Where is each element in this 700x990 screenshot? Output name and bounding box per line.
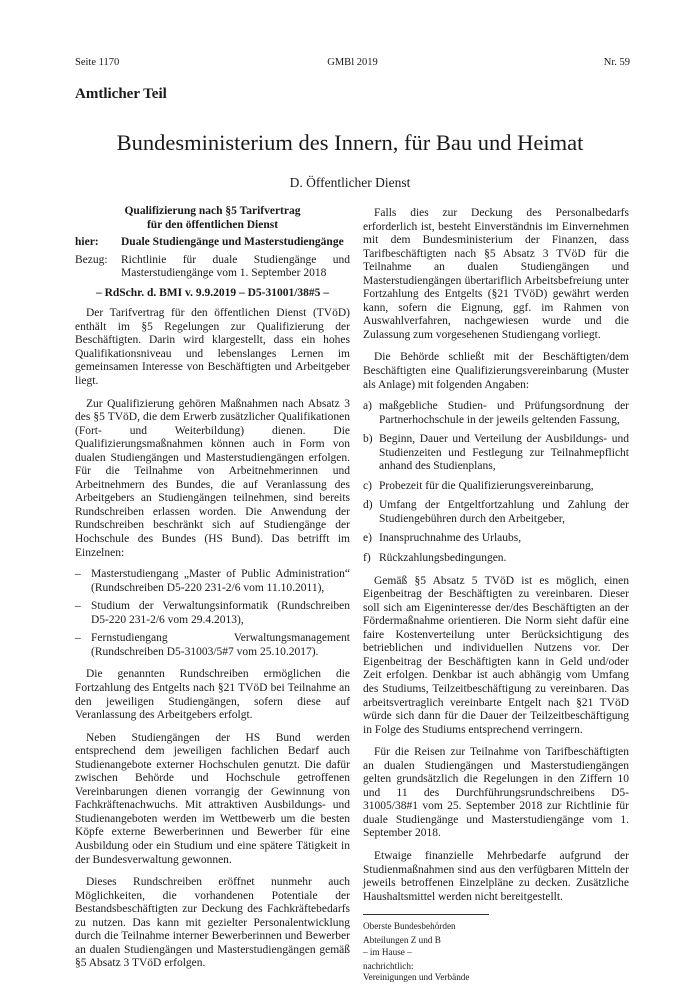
list-marker: d) (363, 499, 373, 512)
list-item (363, 480, 629, 494)
distribution-line: – im Hause – (363, 946, 412, 957)
distribution-line: nachrichtlich: (363, 960, 414, 971)
dash-item (75, 632, 350, 659)
dash-item-text: Masterstudiengang „Master of Public Administration“ (Rundschreiben D5-220 231-2/6 vom 11.10.2011), (91, 568, 350, 594)
paragraph: Falls dies zur Deckung des Personalbedarfs erforderlich ist, besteht Einverständnis im Einvernehmen mit dem Bundesministerium der Finanzen, dass Tarifbeschäftigten nach §5 Absatz 3 TVöD für die Teilnahme an dualen Studiengängen und Masterstudiengängen übertariflich Arbeitsbefreiung unter Fortzahlung des Entgelts (§21 TVöD) gewährt werden kann, sofern die Eignung, ggf. im Rahmen von Auswahlverfahren, nachgewiesen wurde und die Zulassung zum vorgesehenen Studiengang vorliegt. (363, 207, 629, 341)
journal-title: GMBl 2019 (327, 57, 378, 68)
list-marker: c) (363, 479, 372, 492)
paragraph: Dieses Rundschreiben eröffnet nunmehr auch Möglichkeiten, die vorhandenen Potentiale der Bestandsbeschäftigten zur Deckung des Fachkräftebedarfs zu nutzen. Das kann mit gezielter Personalentwicklung durch die Teilnahme interner Bewerberinnen und Bewerber an dualen Studiengängen und Masterstudiengängen gemäß §5 Absatz 3 TVöD erfolgen. (75, 876, 350, 970)
paragraph: Die genannten Rundschreiben ermöglichen die Fortzahlung des Entgelts nach §21 TVöD bei Teilnahme an den jeweiligen Studiengängen, sofern diese auf Veranlassung des Arbeitgebers erfolgt. (75, 668, 350, 722)
distribution-line: Abteilungen Z und B (363, 935, 441, 946)
list-marker: a) (363, 400, 372, 413)
paragraph: Der Tarifvertrag für den öffentlichen Dienst (TVöD) enthält im §5 Regelungen zur Qualifizierung der Beschäftigten. Darin wird klargestellt, dass ein hohes Qualifikationsniveau und lebenslanges Lernen im gemeinsamen Interesse von Beschäftigten und Arbeitgeber liegt. (75, 307, 350, 388)
circular-reference: – RdSchr. d. BMI v. 9.9.2019 – D5-31001/38#5 – (95, 286, 330, 299)
list-item (363, 552, 629, 566)
document-title (75, 205, 350, 232)
paragraph: Zur Qualifizierung gehören Maßnahmen nach Absatz 3 des §5 TVöD, die dem Erwerb zusätzlicher Qualifikationen (Fort- und Weiterbildung) dienen. Die Qualifizierungsmaßnahmen können auch in Form von dualen Studiengängen und Masterstudiengängen erfolgen. Für die Teilnahme von Arbeitnehmerinnen und Arbeitnehmern des Bundes, die auf Veranlassung des Arbeitgebers an Studiengängen teilnehmen, sind bereits Rundschreiben erlassen worden. Die Anwendung der Rundschreiben beschränkt sich auf Studiengänge der Hochschule des Bundes (HS Bund). Das betrifft im Einzelnen: (75, 397, 350, 559)
list-marker: b) (363, 433, 373, 446)
distribution-line: Vereinigungen und Verbände (363, 971, 470, 982)
list-item-text: Beginn, Dauer und Verteilung der Ausbildungs- und Studienzeiten und Festlegung zur Teilnahmepflicht anhand des Studienplans, (379, 433, 629, 473)
hier-row (75, 236, 350, 250)
list-item (363, 433, 629, 474)
list-item (363, 532, 629, 546)
title-line: für den öffentlichen Dienst (146, 218, 279, 231)
department-heading: D. Öffentlicher Dienst (289, 175, 411, 190)
dash-item-text: Fernstudiengang Verwaltungsmanagement (Rundschreiben D5-31003/5#7 vom 25.10.2017). (91, 632, 350, 658)
dash-item (75, 568, 350, 595)
hier-label: hier: (75, 236, 99, 249)
right-column (363, 207, 629, 983)
list-item-text: maßgebliche Studien- und Prüfungsordnung der Partnerhochschule in der jeweils geltenden Fassung, (379, 400, 629, 426)
dash-marker: – (75, 632, 81, 645)
bezug-text: Richtlinie für duale Studiengänge und Masterstudiengänge vom 1. September 2018 (121, 253, 350, 280)
section-heading: Amtlicher Teil (75, 86, 167, 102)
page-header (75, 57, 630, 71)
paragraph: Gemäß §5 Absatz 5 TVöD ist es möglich, einen Eigenbeitrag der Beschäftigten zu vereinbaren. Dieser soll sich am Eigeninteresse der/des Beschäftigten an der Fördermaßnahme orientieren. Die Norm sieht dafür eine faire Kostenverteilung unter Berücksichtigung des betrieblichen und individuellen Nutzens vor. Der Eigenbeitrag der Beschäftigten kann in Geld und/oder Zeit erfolgen. Denkbar ist auch abhängig vom Umfang des Studiums, Teilzeitbeschäftigung zu vereinbaren. Das arbeitsvertraglich vereinbarte Entgelt nach §21 TVöD würde sich dann für die Dauer der Teilzeitbeschäftigung in Folge des Studiums entsprechend verringern. (363, 574, 629, 736)
left-column (75, 205, 350, 971)
list-item-text: Inanspruchnahme des Urlaubs, (379, 532, 522, 545)
list-item (363, 400, 629, 427)
paragraph: Die Behörde schließt mit der Beschäftigten/dem Beschäftigten eine Qualifizierungsvereinbarung (Muster als Anlage) mit folgenden Angaben: (363, 351, 629, 391)
paragraph: Etwaige finanzielle Mehrbedarfe aufgrund der Studienmaßnahmen sind aus den verfügbaren Mitteln der jeweils betroffenen Einzelpläne zu decken. Zusätzliche Haushaltsmittel werden nicht bereitgestellt. (363, 849, 629, 903)
page-number: Seite 1170 (75, 57, 120, 68)
distribution-list (363, 921, 629, 983)
dash-item-text: Studium der Verwaltungsinformatik (Rundschreiben D5-220 231-2/6 vom 29.4.2013), (91, 600, 350, 626)
list-item (363, 499, 629, 526)
dash-item (75, 600, 350, 627)
list-item-text: Umfang der Entgeltfortzahlung und Zahlung der Studiengebühren durch den Arbeitgeber, (379, 499, 629, 525)
bezug-label: Bezug: (75, 253, 108, 266)
title-line: Qualifizierung nach §5 Tarifvertrag (124, 205, 301, 217)
list-item-text: Probezeit für die Qualifizierungsvereinbarung, (379, 479, 594, 492)
dash-marker: – (75, 600, 81, 613)
list-marker: e) (363, 532, 372, 545)
hier-text: Duale Studiengänge und Masterstudiengänge (121, 236, 344, 249)
paragraph: Für die Reisen zur Teilnahme von Tarifbeschäftigten an dualen Studiengängen und Masterstudiengängen gelten grundsätzlich die Regelungen in den Ziffern 10 und 11 des Durchführungsrundschreibens D5-31005/38#1 vom 25. September 2018 zur Richtlinie für duale Studiengänge und Masterstudiengänge vom 1. September 2018. (363, 746, 629, 840)
ministry-heading: Bundesministerium des Innern, für Bau und Heimat (116, 130, 584, 155)
issue-number: Nr. 59 (603, 57, 630, 68)
distribution-line: Oberste Bundesbehörden (363, 921, 456, 932)
dash-marker: – (75, 568, 81, 581)
list-item-text: Rückzahlungsbedingungen. (379, 552, 507, 565)
divider (363, 914, 489, 915)
bezug-row (75, 254, 350, 281)
list-marker: f) (363, 552, 371, 565)
paragraph: Neben Studiengängen der HS Bund werden entsprechend dem jeweiligen fachlichen Bedarf auch Studienangebote externer Hochschulen genutzt. Die dafür zwischen Behörde und Hochschule getroffenen Vereinbarungen dienen vorrangig der Gewinnung von Fachkräftenachwuchs. Mit attraktiven Ausbildungs- und Studienangeboten werden im Wettbewerb um die besten Köpfe externe Bewerberinnen und Bewerber für eine Ausbildung oder ein Studium und eine spätere Tätigkeit in der Bundesverwaltung gewonnen. (75, 731, 350, 866)
